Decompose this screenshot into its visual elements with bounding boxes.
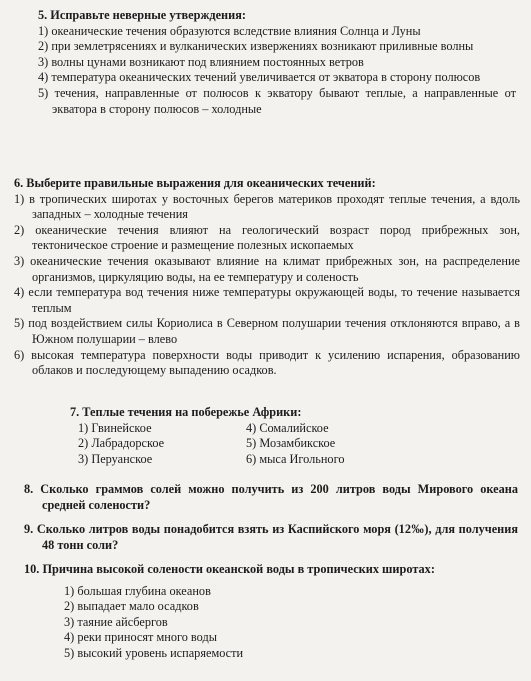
question-9-title: 9. Сколько литров воды понадобится взять из Каспийского моря (12‰), для получения 48 тонн соли? [24,522,518,552]
question-10-title: 10. Причина высокой солености океанской воды в тропических широтах: [24,562,435,576]
question-10-option-4: 4) реки приносят много воды [64,630,217,645]
question-5-title: 5. Исправьте неверные утверждения: [38,8,246,22]
question-6 [14,176,520,379]
question-6-item-4: 4) если температура вод течения ниже температуры окружающей воды, то течение называется теплым [14,285,520,315]
question-10-option-1: 1) большая глубина океанов [64,583,211,598]
question-6-item-6: 6) высокая температура поверхности воды приводит к усилению испарения, образованию облаков и последующему выпадению осадков. [14,347,520,378]
question-5-item-3: 3) волны цунами возникают под влиянием постоянных ветров [38,54,364,69]
question-10-option-2: 2) выпадает мало осадков [64,599,199,614]
question-10-option-5: 5) высокий уровень испаряемости [64,645,244,660]
question-10-option-3: 3) таяние айсбергов [64,614,168,629]
question-6-title: 6. Выберите правильные выражения для океанических течений: [14,176,376,190]
question-7-option-2: 2) Лабрадорское [78,436,165,451]
question-5 [38,8,516,117]
question-6-item-2: 2) океанические течения влияют на геологический возраст пород прибрежных зон, тектоническое строение и размещение полезных ископаемых [14,222,520,253]
question-7-option-3: 3) Перуанское [78,451,153,466]
question-7-option-1: 1) Гвинейское [78,420,152,435]
question-7-option-6: 6) мыса Игольного [246,451,345,466]
question-7-title: 7. Теплые течения на побережье Африки: [70,405,302,419]
question-7-option-5: 5) Мозамбикское [246,436,336,451]
question-5-item-5: 5) течения, направленные от полюсов к экватору бывают теплые, а направленные от экватора в сторону полюсов – холодные [38,85,516,116]
question-10 [24,562,524,662]
question-8 [24,482,518,513]
question-7 [70,405,490,467]
question-5-item-2: 2) при землетрясениях и вулканических извержениях возникают приливные волны [38,39,474,54]
question-7-option-4: 4) Сомалийское [246,420,329,435]
question-6-item-5: 5) под воздействием силы Кориолиса в Северном полушарии течения отклоняются вправо, а в Южном полушарии – влево [14,316,520,346]
question-5-item-4: 4) температура океанических течений увеличивается от экватора в сторону полюсов [38,70,481,85]
question-6-item-3: 3) океанические течения оказывают влияние на климат прибрежных зон, на распределение организмов, циркуляцию воды, на ее температуру и соленость [14,253,520,284]
question-5-item-1: 1) океанические течения образуются вследствие влияния Солнца и Луны [38,23,421,38]
question-9 [24,522,518,553]
question-10-options [64,584,524,662]
question-7-options [78,421,490,468]
question-8-title: 8. Сколько граммов солей можно получить из 200 литров воды Мирового океана средней солености? [24,482,518,512]
question-6-item-1: 1) в тропических широтах у восточных берегов материков проходят теплые течения, а вдоль западных – холодные течения [14,191,520,222]
